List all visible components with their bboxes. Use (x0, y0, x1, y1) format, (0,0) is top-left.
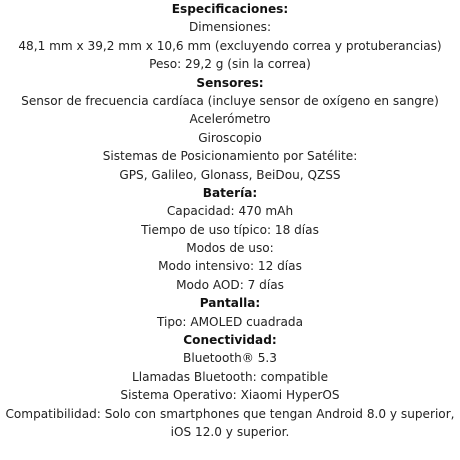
spec-line-modos-uso: Modos de uso: (186, 241, 274, 256)
section-heading-conectividad: Conectividad: (183, 333, 277, 348)
spec-line-modo-aod: Modo AOD: 7 días (176, 277, 284, 292)
spec-line-capacidad: Capacidad: 470 mAh (166, 204, 294, 219)
section-heading-sensores: Sensores: (196, 75, 264, 90)
spec-line-dimensiones-value: 48,1 mm x 39,2 mm x 10,6 mm (excluyendo correa y protuberancias) (18, 38, 442, 53)
section-heading-bateria: Batería: (202, 185, 258, 200)
spec-line-giroscopio: Giroscopio (198, 130, 262, 145)
spec-line-dimensiones-label: Dimensiones: (188, 20, 272, 35)
spec-line-tiempo-uso: Tiempo de uso típico: 18 días (141, 222, 319, 237)
section-heading-pantalla: Pantalla: (199, 296, 261, 311)
spec-line-frecuencia-cardiaca: Sensor de frecuencia cardíaca (incluye sensor de oxígeno en sangre) (21, 93, 439, 108)
spec-line-posicionamiento-value: GPS, Galileo, Glonass, BeiDou, QZSS (119, 167, 341, 182)
spec-line-compatibilidad: Compatibilidad: Solo con smartphones que tengan Android 8.0 y superior, iOS 12.0 y superior. (5, 406, 455, 439)
spec-line-acelerometro: Acelerómetro (189, 112, 271, 127)
spec-line-sistema-operativo: Sistema Operativo: Xiaomi HyperOS (120, 388, 340, 403)
spec-line-posicionamiento-label: Sistemas de Posicionamiento por Satélite: (102, 149, 358, 164)
spec-line-peso: Peso: 29,2 g (sin la correa) (149, 57, 311, 72)
spec-line-bluetooth: Bluetooth® 5.3 (183, 351, 277, 366)
spec-line-tipo-pantalla: Tipo: AMOLED cuadrada (156, 314, 303, 329)
spec-line-modo-intensivo: Modo intensivo: 12 días (158, 259, 302, 274)
spec-line-llamadas: Llamadas Bluetooth: compatible (131, 369, 329, 384)
section-heading-especificaciones: Especificaciones: (171, 2, 289, 16)
